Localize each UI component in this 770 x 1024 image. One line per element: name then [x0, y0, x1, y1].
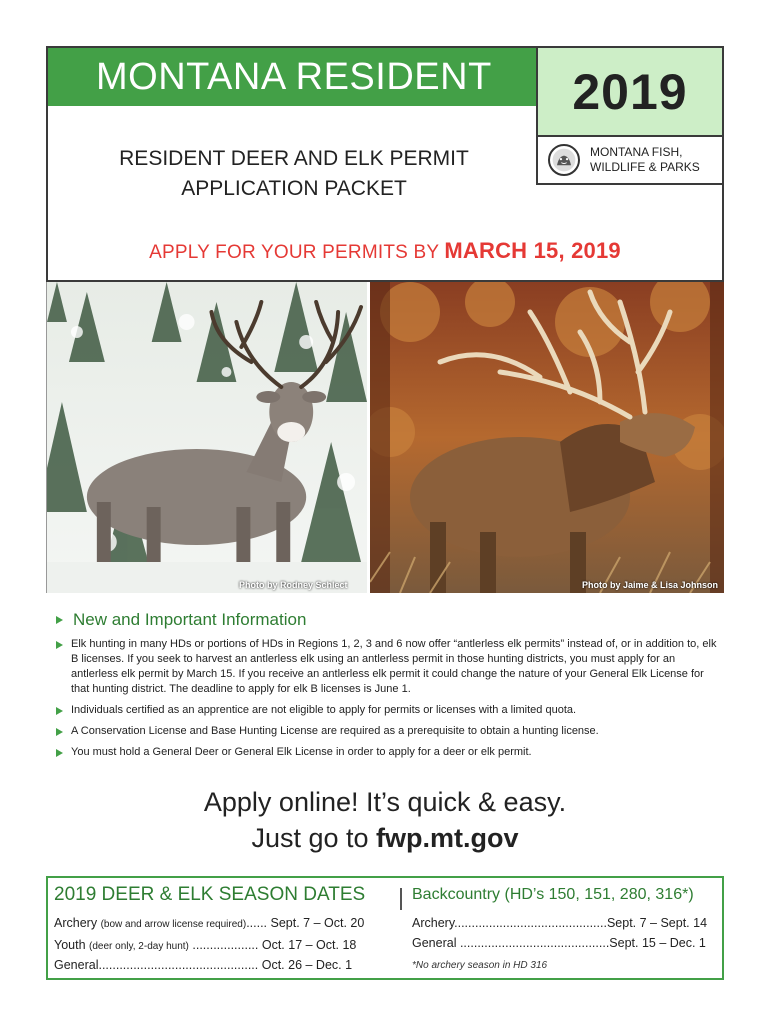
- triangle-bullet-icon: [56, 728, 63, 736]
- packet-subtitle: [94, 144, 494, 204]
- apply-line-2: [0, 820, 770, 856]
- leader-dots: ...........................................: [456, 936, 610, 950]
- season-label: General: [54, 958, 99, 972]
- info-bullet: [56, 703, 720, 718]
- info-bullet: [56, 724, 720, 739]
- season-note: (deer only, 2-day hunt): [89, 941, 189, 952]
- deadline-line: [48, 238, 722, 264]
- info-bullet-text: You must hold a General Deer or General Elk License in order to apply for a deer or elk permit.: [71, 746, 532, 758]
- season-dates-box: [46, 876, 724, 980]
- leader-dots: ...................: [192, 938, 259, 952]
- fwp-logo-icon: [548, 144, 580, 176]
- season-label: Youth: [54, 938, 86, 952]
- apply-prefix: Just go to: [251, 823, 377, 853]
- season-row-general: [54, 958, 352, 972]
- backcountry-title: Backcountry (HD’s 150, 151, 280, 316*): [412, 886, 694, 903]
- divider: [400, 888, 402, 910]
- leader-dots: ..............................................: [98, 958, 259, 972]
- backcountry-footnote: *No archery season in HD 316: [412, 960, 548, 971]
- year-label: 2019: [536, 48, 722, 137]
- season-label: Archery: [54, 916, 98, 930]
- elk-photo: [370, 282, 724, 593]
- deer-photo: [46, 282, 367, 593]
- triangle-bullet-icon: [56, 707, 63, 715]
- deadline-date: MARCH 15, 2019: [444, 238, 621, 263]
- triangle-bullet-icon: [56, 616, 63, 624]
- agency-line-2: WILDLIFE & PARKS: [590, 160, 700, 174]
- info-heading-text: New and Important Information: [73, 610, 307, 629]
- apply-online-callout: [0, 784, 770, 856]
- season-dates: Sept. 7 – Oct. 20: [270, 916, 365, 930]
- subtitle-line-1: RESIDENT DEER AND ELK PERMIT: [119, 147, 469, 170]
- triangle-bullet-icon: [56, 749, 63, 757]
- season-row-youth: [54, 938, 356, 952]
- agency-line-1: MONTANA FISH,: [590, 145, 683, 159]
- info-bullet-text: Elk hunting in many HDs or portions of HDs in Regions 1, 2, 3 and 6 now offer “antlerless elk permits” instead of, or in addition to, elk B licenses. If you seek to harvest an antlerless elk using an antlerless permit in those hunting districts, you must apply for an antlerless elk permit by March 15. If you receive an antlerless elk permit it could change the nature of your General Elk License for that hunting district. The deadline to apply for elk B licenses is June 1.: [71, 638, 717, 695]
- subtitle-line-2: APPLICATION PACKET: [181, 177, 407, 200]
- info-bullet: [56, 637, 720, 697]
- season-label: Archery: [412, 916, 455, 930]
- elk-photo-credit: Photo by Jaime & Lisa Johnson: [581, 580, 718, 590]
- deadline-prefix: APPLY FOR YOUR PERMITS BY: [149, 242, 439, 263]
- info-bullet: [56, 745, 720, 760]
- info-bullet-text: A Conservation License and Base Hunting License are required as a prerequisite to obtain a hunting license.: [71, 725, 599, 737]
- leader-dots: ......: [246, 916, 268, 930]
- apply-line-1: Apply online! It’s quick & easy.: [203, 787, 567, 817]
- season-dates: Sept. 15 – Dec. 1: [609, 936, 706, 950]
- info-section: [56, 610, 720, 760]
- info-bullet-text: Individuals certified as an apprentice are not eligible to apply for permits or licenses with a limited quota.: [71, 704, 577, 716]
- backcountry-row-general: [412, 936, 706, 950]
- agency-name: [590, 145, 700, 175]
- triangle-bullet-icon: [56, 641, 63, 649]
- agency-block: [536, 137, 722, 185]
- header-box: [46, 46, 724, 282]
- season-dates: Oct. 17 – Oct. 18: [261, 938, 357, 952]
- season-note: (bow and arrow license required): [100, 919, 247, 930]
- leader-dots: ............................................: [454, 916, 607, 930]
- website-link[interactable]: fwp.mt.gov: [376, 823, 519, 853]
- season-dates: Oct. 26 – Dec. 1: [261, 958, 353, 972]
- season-row-archery: [54, 916, 364, 930]
- info-heading: [56, 610, 720, 630]
- season-dates-title: 2019 DEER & ELK SEASON DATES: [54, 884, 366, 905]
- banner-title: MONTANA RESIDENT: [48, 48, 540, 106]
- season-label: General: [412, 936, 457, 950]
- backcountry-row-archery: [412, 916, 707, 930]
- season-dates: Sept. 7 – Sept. 14: [606, 916, 708, 930]
- deer-photo-credit: Photo by Rodney Schlect: [239, 580, 348, 590]
